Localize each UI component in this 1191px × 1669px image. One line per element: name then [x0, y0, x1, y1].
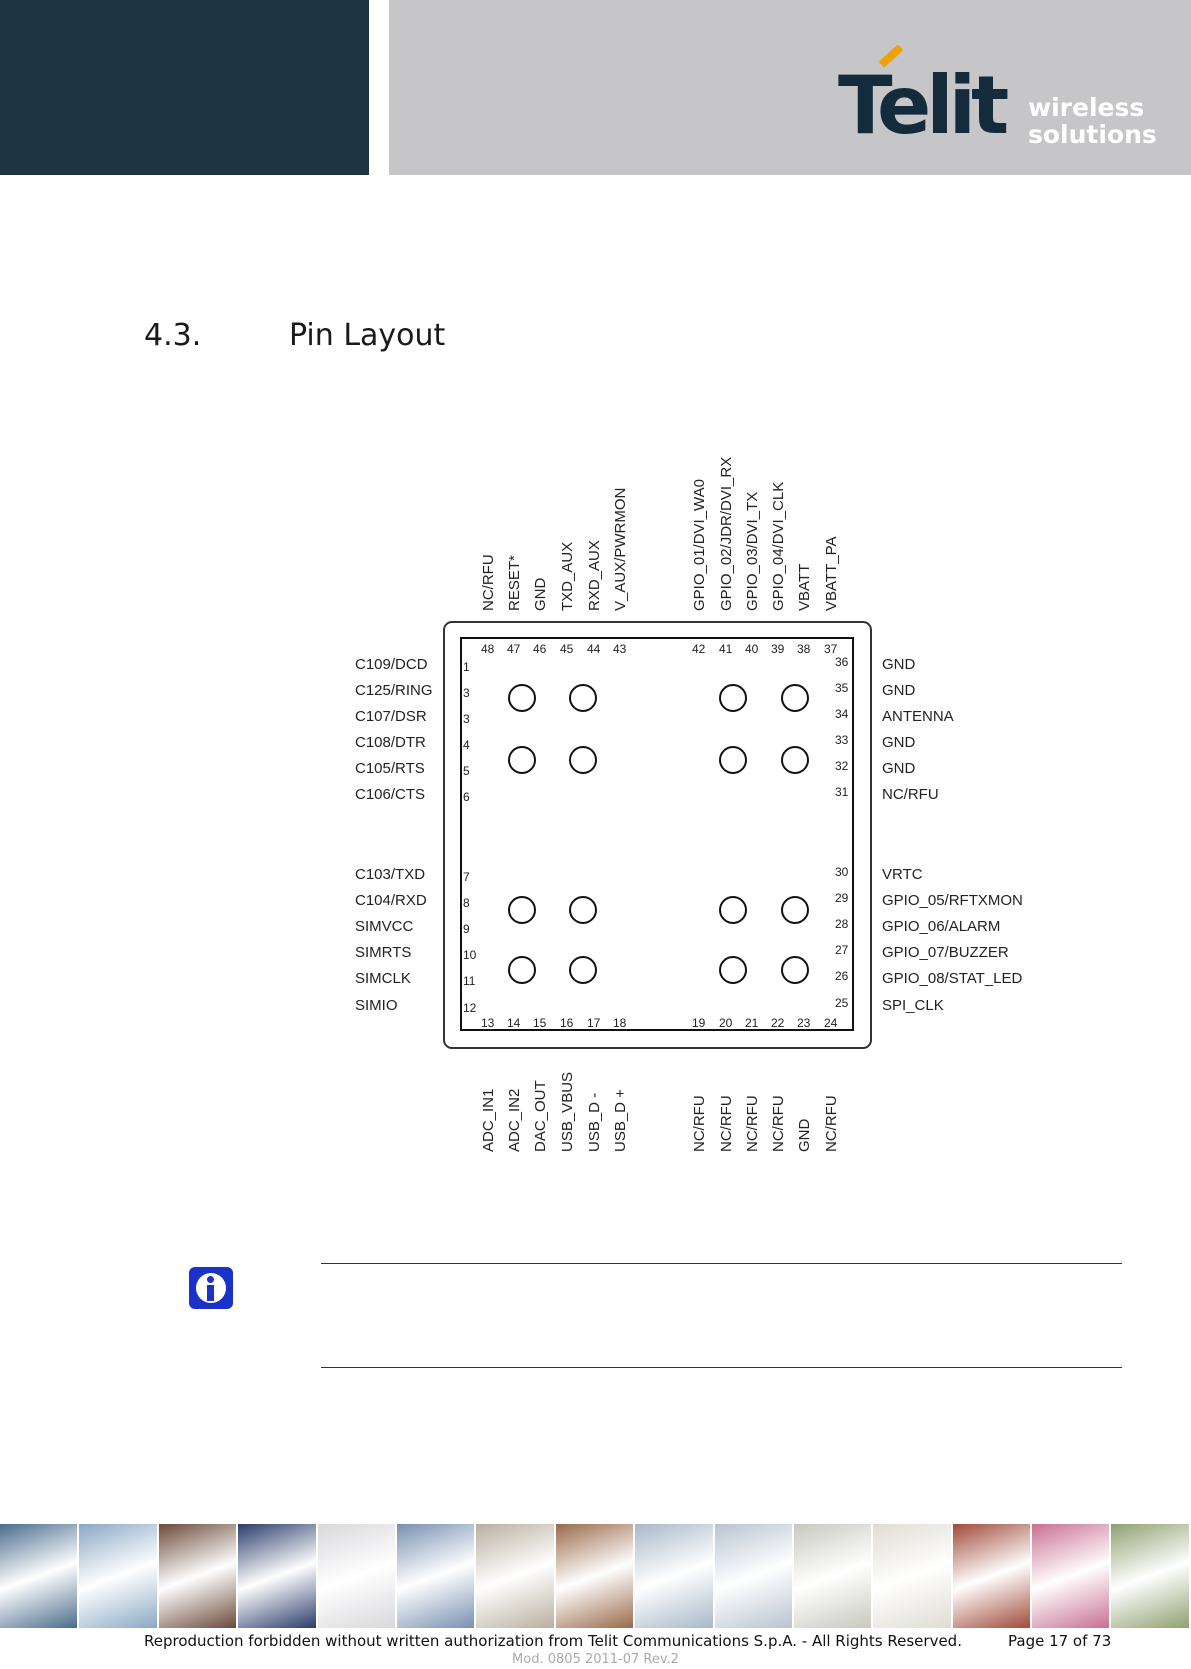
pin-label-left: C109/DCD	[355, 656, 428, 673]
pin-number-top: 40	[745, 642, 759, 656]
pin-label-bottom: NC/RFU	[770, 1095, 787, 1152]
footer-photo	[556, 1524, 635, 1628]
pin-label-left: SIMVCC	[355, 918, 414, 935]
pin-label-top: VBATT_PA	[823, 536, 840, 611]
pin-number-top: 42	[692, 642, 706, 656]
note-bottom-rule	[321, 1367, 1122, 1368]
pin-number-right: 29	[835, 891, 849, 905]
pin-label-left: C107/DSR	[355, 708, 427, 725]
pin-label-right: GPIO_05/RFTXMON	[882, 892, 1023, 909]
pin-label-top: VBATT	[796, 563, 813, 611]
pin-number-bottom: 13	[481, 1016, 495, 1030]
footer-photo	[318, 1524, 397, 1628]
pin-number-right: 25	[835, 996, 849, 1010]
pin-number-left: 5	[463, 764, 470, 778]
pin-number-bottom: 17	[587, 1016, 601, 1030]
footer-photo	[635, 1524, 714, 1628]
pin-number-bottom: 24	[824, 1016, 838, 1030]
pin-label-left: C106/CTS	[355, 786, 426, 803]
pin-label-bottom: DAC_OUT	[532, 1080, 549, 1152]
pin-number-bottom: 18	[613, 1016, 627, 1030]
pin-label-left: C108/DTR	[355, 734, 426, 751]
pin-number-top: 39	[771, 642, 785, 656]
pin-number-top: 46	[533, 642, 547, 656]
page-number: Page 17 of 73	[1008, 1632, 1112, 1650]
pin-number-bottom: 16	[560, 1016, 574, 1030]
pin-number-left: 10	[463, 948, 477, 962]
pin-label-right: GND	[882, 734, 916, 751]
pin-number-left: 9	[463, 922, 470, 936]
pin-number-top: 48	[481, 642, 495, 656]
pin-label-top: GPIO_04/DVI_CLK	[770, 481, 787, 611]
pin-label-bottom: USB_VBUS	[559, 1071, 576, 1152]
pin-number-top: 45	[560, 642, 574, 656]
pin-number-bottom: 21	[745, 1016, 759, 1030]
footer-photo	[715, 1524, 794, 1628]
logo-brand: Telit	[838, 59, 1005, 152]
pin-label-top: RESET*	[506, 555, 523, 611]
section-number: 4.3.	[144, 318, 202, 353]
pin-number-top: 47	[507, 642, 521, 656]
note-top-rule	[321, 1263, 1122, 1264]
pin-label-bottom: USB_D +	[612, 1089, 629, 1152]
pin-number-bottom: 22	[771, 1016, 785, 1030]
pin-label-top: GND	[532, 577, 549, 611]
pin-label-bottom: GND	[796, 1118, 813, 1152]
pin-label-bottom: ADC_IN2	[506, 1088, 523, 1152]
pin-label-left: SIMRTS	[355, 944, 412, 961]
pin-label-left: C103/TXD	[355, 866, 426, 883]
pin-number-left: 3	[463, 712, 470, 726]
footer-photo	[79, 1524, 158, 1628]
pin-number-left: 7	[463, 870, 470, 884]
pin-number-top: 37	[824, 642, 838, 656]
footer-photo	[397, 1524, 476, 1628]
pin-number-right: 36	[835, 655, 849, 669]
pin-label-top: TXD_AUX	[559, 541, 576, 611]
footer-photo	[794, 1524, 873, 1628]
pin-label-right: VRTC	[882, 866, 923, 883]
pin-label-right: GND	[882, 682, 916, 699]
pin-number-left: 6	[463, 790, 470, 804]
pin-label-right: GPIO_08/STAT_LED	[882, 970, 1023, 987]
footer-photo	[476, 1524, 555, 1628]
pin-number-right: 30	[835, 865, 849, 879]
footer-photo	[1032, 1524, 1111, 1628]
pin-number-right: 35	[835, 681, 849, 695]
pin-number-bottom: 14	[507, 1016, 521, 1030]
pin-label-right: GND	[882, 656, 916, 673]
pin-label-bottom: NC/RFU	[691, 1095, 708, 1152]
pin-number-left: 3	[463, 686, 470, 700]
footer-copyright: Reproduction forbidden without written authorization from Telit Communications S.p.A. - All Rights Reserved.	[144, 1632, 962, 1650]
footer-photo-strip	[0, 1524, 1191, 1628]
pin-number-left: 11	[463, 974, 476, 988]
pin-number-top: 41	[719, 642, 733, 656]
pin-label-bottom: USB_D -	[586, 1092, 603, 1152]
pin-number-left: 1	[463, 660, 470, 674]
pin-number-top: 38	[797, 642, 811, 656]
section-title: Pin Layout	[289, 318, 446, 353]
pin-label-bottom: NC/RFU	[718, 1095, 735, 1152]
package-outline	[444, 622, 871, 1048]
pin-label-left: C105/RTS	[355, 760, 425, 777]
pin-label-bottom: NC/RFU	[823, 1095, 840, 1152]
pin-number-right: 31	[835, 785, 849, 799]
pin-label-top: RXD_AUX	[586, 540, 603, 611]
pin-number-left: 12	[463, 1001, 477, 1015]
pin-label-right: GND	[882, 760, 916, 777]
pin-label-left: C125/RING	[355, 682, 433, 699]
pin-label-left: SIMIO	[355, 997, 398, 1014]
pin-label-top: GPIO_02/JDR/DVI_RX	[718, 456, 735, 611]
pin-number-left: 8	[463, 896, 470, 910]
footer-photo	[0, 1524, 79, 1628]
pin-number-bottom: 20	[719, 1016, 733, 1030]
pin-label-right: GPIO_07/BUZZER	[882, 944, 1009, 961]
pin-label-bottom: NC/RFU	[744, 1095, 761, 1152]
pin-number-top: 43	[613, 642, 627, 656]
pin-number-right: 34	[835, 707, 849, 721]
tagline-line2: solutions	[1028, 120, 1157, 149]
pin-number-right: 33	[835, 733, 849, 747]
tagline-line1: wireless	[1028, 93, 1145, 122]
pin-number-right: 32	[835, 759, 849, 773]
footer-photo	[159, 1524, 238, 1628]
footer-photo	[1111, 1524, 1190, 1628]
info-icon	[189, 1267, 233, 1309]
pin-label-right: GPIO_06/ALARM	[882, 918, 1001, 935]
pin-number-bottom: 23	[797, 1016, 811, 1030]
pin-label-top: GPIO_03/DVI_TX	[744, 491, 761, 611]
pin-number-right: 27	[835, 943, 849, 957]
pin-label-left: SIMCLK	[355, 970, 411, 987]
pin-number-right: 28	[835, 917, 849, 931]
footer-photo	[238, 1524, 317, 1628]
footer-photo	[873, 1524, 952, 1628]
pin-label-right: ANTENNA	[882, 708, 954, 725]
pin-label-left: C104/RXD	[355, 892, 427, 909]
footer-mod: Mod. 0805 2011-07 Rev.2	[512, 1652, 679, 1667]
pin-label-top: NC/RFU	[480, 554, 497, 611]
pin-number-bottom: 15	[533, 1016, 547, 1030]
pin-number-right: 26	[835, 969, 849, 983]
footer-photo	[953, 1524, 1032, 1628]
pin-number-left: 4	[463, 738, 470, 752]
pin-number-top: 44	[587, 642, 601, 656]
pin-label-right: NC/RFU	[882, 786, 939, 803]
pin-label-right: SPI_CLK	[882, 997, 944, 1014]
pin-label-top: GPIO_01/DVI_WA0	[691, 479, 708, 611]
pin-label-bottom: ADC_IN1	[480, 1088, 497, 1152]
pin-label-top: V_AUX/PWRMON	[612, 487, 629, 611]
pin-number-bottom: 19	[692, 1016, 706, 1030]
